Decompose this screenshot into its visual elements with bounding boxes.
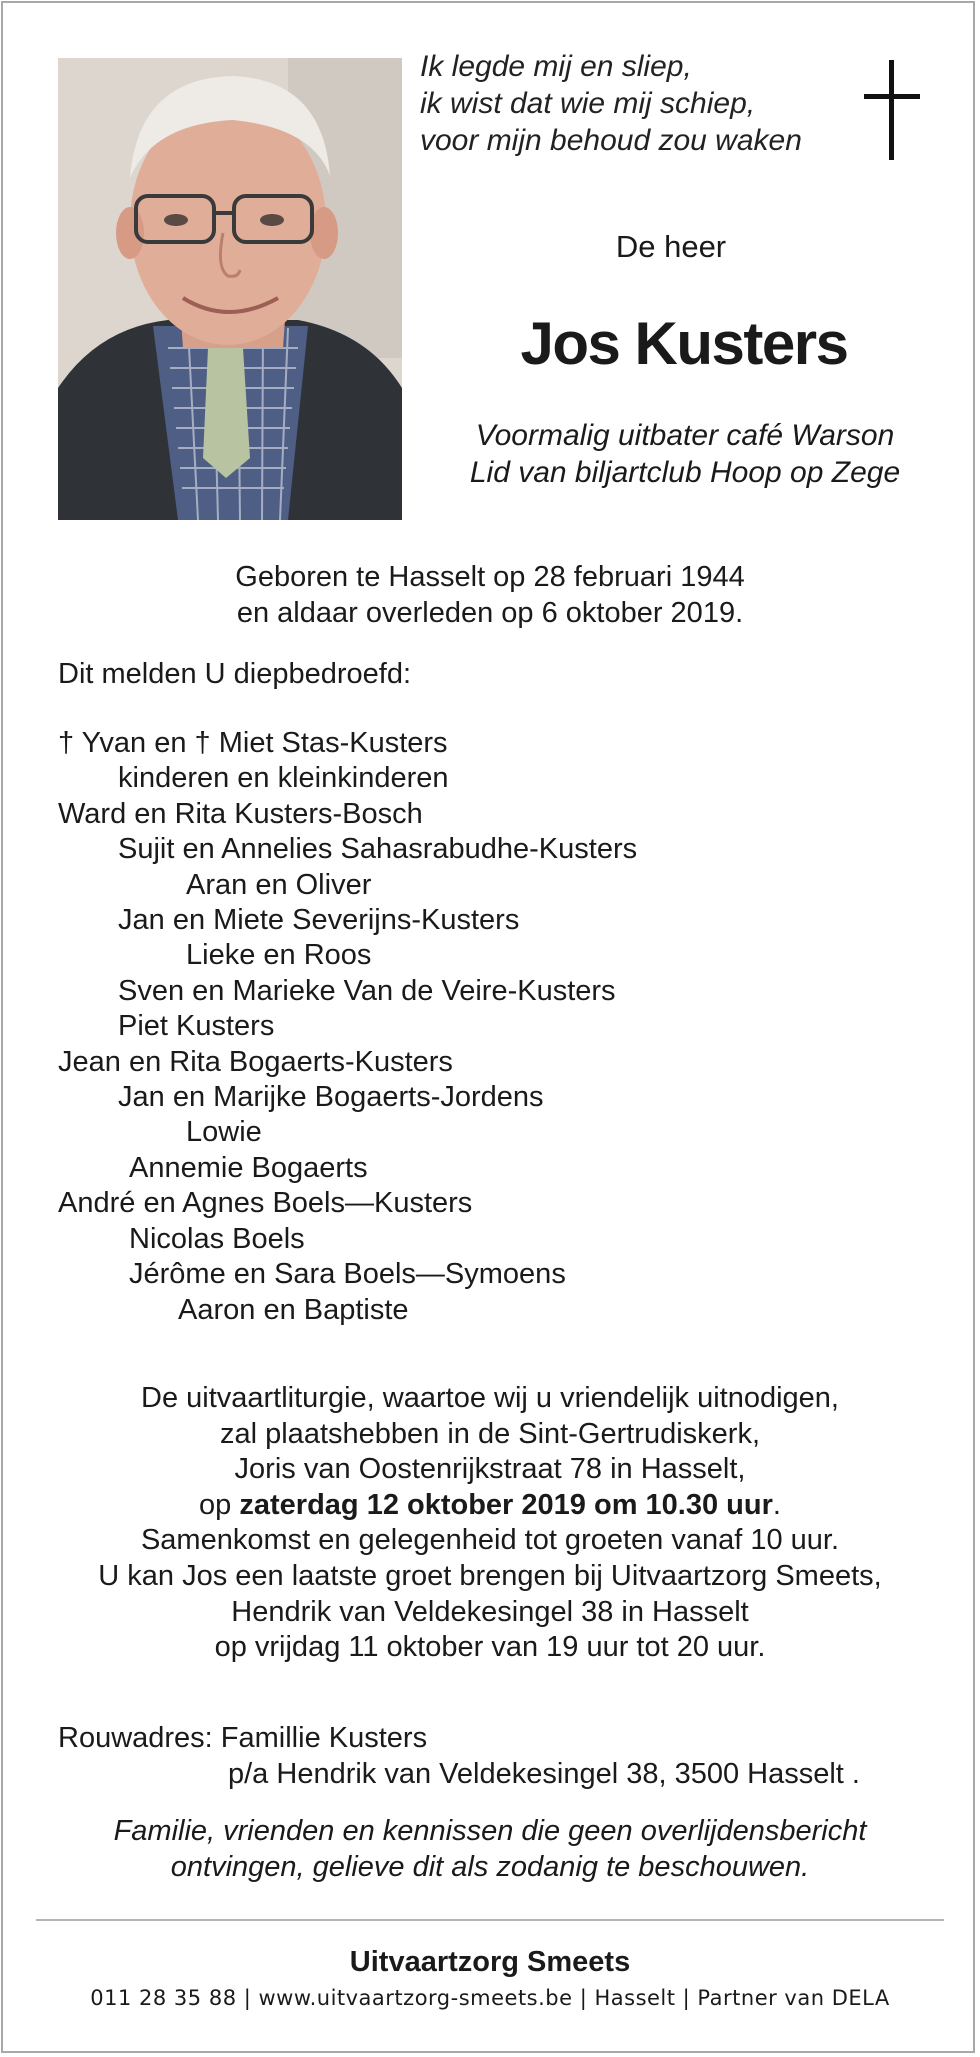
funeral-line: U kan Jos een laatste groet brengen bij Uitvaartzorg Smeets, xyxy=(98,1559,882,1592)
funeral-line: zal plaatshebben in de Sint-Gertrudiskerk, xyxy=(219,1417,760,1450)
funeral-line: op vrijdag 11 oktober van 19 uur tot 20 uur. xyxy=(214,1631,766,1664)
portrait-photo xyxy=(58,58,402,520)
family-member: kinderen en kleinkinderen xyxy=(118,762,449,795)
funeral-line: De uitvaartliturgie, waartoe wij u vriendelijk uitnodigen, xyxy=(141,1382,839,1414)
family-list xyxy=(58,726,938,1328)
funeral-home-contact: 011 28 35 88 | www.uitvaartzorg-smeets.be | Hasselt | Partner van DELA xyxy=(90,1986,890,2010)
honorific: De heer xyxy=(615,229,727,264)
cross-icon xyxy=(862,60,922,162)
family-member: Lowie xyxy=(186,1116,262,1149)
funeral-details xyxy=(0,1381,980,1666)
poem xyxy=(420,48,860,159)
poem-line: voor mijn behoud zou waken xyxy=(420,124,802,157)
poem-line: Ik legde mij en sliep, xyxy=(420,50,692,83)
family-member: André en Agnes Boels—Kusters xyxy=(58,1187,473,1220)
funeral-datetime xyxy=(0,1488,980,1524)
roles xyxy=(420,417,950,491)
birth-death-info xyxy=(0,559,980,631)
funeral-line: Samenkomst en gelegenheid tot groeten vanaf 10 uur. xyxy=(140,1524,840,1557)
role-line: Voormalig uitbater café Warson xyxy=(475,419,895,452)
closing-line: Familie, vrienden en kennissen die geen overlijdensbericht xyxy=(113,1815,867,1847)
family-member: Annemie Bogaerts xyxy=(129,1151,368,1184)
address-line: Rouwadres: Famillie Kusters xyxy=(58,1722,428,1754)
closing-note xyxy=(0,1813,980,1885)
address-line: p/a Hendrik van Veldekesingel 38, 3500 Hasselt . xyxy=(228,1758,860,1790)
family-member: Ward en Rita Kusters-Bosch xyxy=(58,797,423,830)
born-line: Geboren te Hasselt op 28 februari 1944 xyxy=(235,561,745,593)
announcement-intro: Dit melden U diepbedroefd: xyxy=(58,658,412,690)
deceased-name: Jos Kusters xyxy=(520,310,848,377)
footer-divider xyxy=(36,1919,944,1921)
funeral-home-name: Uitvaartzorg Smeets xyxy=(349,1946,631,1978)
died-line: en aldaar overleden op 6 oktober 2019. xyxy=(236,597,744,629)
family-member: † Yvan en † Miet Stas-Kusters xyxy=(58,727,448,759)
family-member: Jérôme en Sara Boels—Symoens xyxy=(129,1258,566,1291)
family-member: Lieke en Roos xyxy=(186,939,372,972)
poem-line: ik wist dat wie mij schiep, xyxy=(420,87,756,120)
family-member: Jan en Marijke Bogaerts-Jordens xyxy=(118,1081,544,1114)
funeral-date-suffix: . xyxy=(772,1488,781,1521)
mourning-address xyxy=(58,1720,938,1792)
funeral-line: Joris van Oostenrijkstraat 78 in Hasselt, xyxy=(234,1453,746,1486)
family-member: Aaron en Baptiste xyxy=(178,1293,409,1326)
family-member: Aran en Oliver xyxy=(186,868,372,901)
role-line: Lid van biljartclub Hoop op Zege xyxy=(469,456,901,489)
funeral-date: zaterdag 12 oktober 2019 om 10.30 uur xyxy=(239,1488,773,1521)
funeral-date-prefix: op xyxy=(199,1488,240,1521)
family-member: Sujit en Annelies Sahasrabudhe-Kusters xyxy=(118,833,638,866)
family-member: Piet Kusters xyxy=(118,1010,275,1043)
family-member: Nicolas Boels xyxy=(129,1222,305,1255)
funeral-line: Hendrik van Veldekesingel 38 in Hasselt xyxy=(231,1595,749,1628)
family-member: Sven en Marieke Van de Veire-Kusters xyxy=(118,974,616,1007)
family-member: Jan en Miete Severijns-Kusters xyxy=(118,904,520,937)
closing-line: ontvingen, gelieve dit als zodanig te beschouwen. xyxy=(170,1851,810,1883)
family-member: Jean en Rita Bogaerts-Kusters xyxy=(58,1045,453,1078)
